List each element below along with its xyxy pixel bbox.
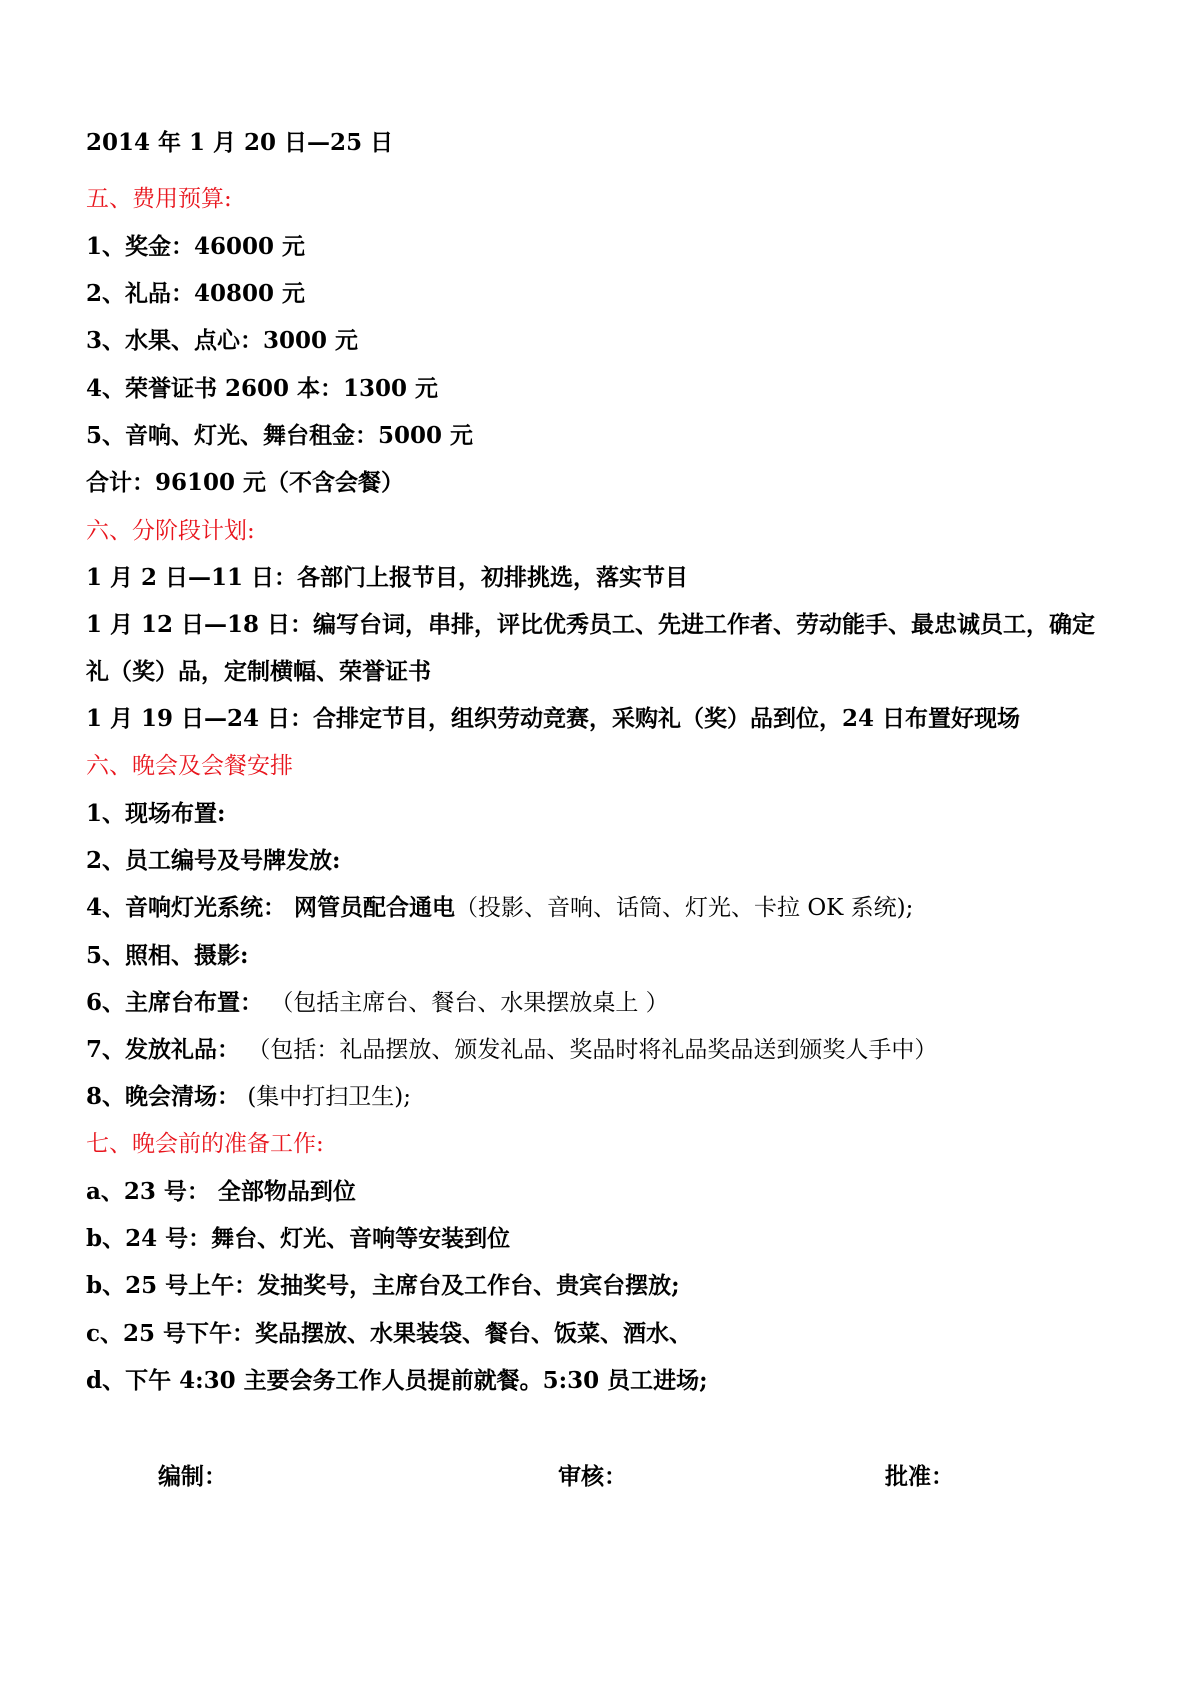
budget-item: 4、荣誉证书 2600 本：1300 元 <box>86 375 439 402</box>
prep-item: d、下午 4:30 主要会务工作人员提前就餐。5:30 员工进场; <box>86 1367 708 1394</box>
prep-item: b、24 号：舞台、灯光、音响等安装到位 <box>86 1225 511 1252</box>
party-item <box>86 941 1146 971</box>
budget-item: 3、水果、点心：3000 元 <box>86 327 359 354</box>
signature-review: 审核： <box>558 1463 627 1490</box>
signature-compile: 编制： <box>158 1463 227 1490</box>
party-item-main: 5、照相、摄影: <box>86 942 249 969</box>
party-item <box>86 1082 1146 1112</box>
prep-item: a、23 号： 全部物品到位 <box>86 1178 356 1205</box>
phase-item-continued: 礼（奖）品，定制横幅、荣誉证书 <box>86 658 431 685</box>
party-item-main: 2、员工编号及号牌发放: <box>86 847 341 874</box>
budget-heading: 五、费用预算: <box>86 186 232 212</box>
budget-item: 5、音响、灯光、舞台租金：5000 元 <box>86 422 474 449</box>
prep-item: b、25 号上午：发抽奖号，主席台及工作台、贵宾台摆放; <box>86 1272 680 1299</box>
party-item-note: （包括：礼品摆放、颁发礼品、奖品时将礼品奖品送到颁奖人手中） <box>240 1037 938 1063</box>
party-item-note: (集中打扫卫生); <box>240 1084 412 1110</box>
party-item <box>86 799 1146 829</box>
party-item <box>86 893 1146 923</box>
date-range: 2014 年 1 月 20 日—25 日 <box>86 129 394 156</box>
signature-approve: 批准： <box>885 1463 954 1490</box>
party-item <box>86 1035 1146 1065</box>
budget-item: 2、礼品：40800 元 <box>86 280 306 307</box>
prep-heading: 七、晚会前的准备工作: <box>86 1131 324 1157</box>
phase-item: 1 月 2 日—11 日：各部门上报节目，初排挑选，落实节目 <box>86 564 689 591</box>
party-item-main: 1、现场布置: <box>86 800 226 827</box>
phase-item: 1 月 19 日—24 日：合排定节目，组织劳动竞赛，采购礼（奖）品到位，24 日布置好现场 <box>86 705 1021 732</box>
budget-item: 1、奖金：46000 元 <box>86 233 306 260</box>
party-item <box>86 988 1146 1018</box>
budget-total: 合计：96100 元（不含会餐） <box>86 469 405 496</box>
party-item-main: 4、音响灯光系统： 网管员配合通电 <box>86 894 456 921</box>
party-item-main: 6、主席台布置： <box>86 989 264 1016</box>
party-item-main: 8、晚会清场： <box>86 1083 241 1110</box>
party-item-main: 7、发放礼品： <box>86 1036 241 1063</box>
party-item <box>86 846 1146 876</box>
prep-item: c、25 号下午：奖品摆放、水果装袋、餐台、饭菜、酒水、 <box>86 1320 693 1347</box>
phases-heading: 六、分阶段计划: <box>86 518 255 544</box>
party-item-note: （包括主席台、餐台、水果摆放桌上 ） <box>263 990 669 1016</box>
party-heading: 六、晚会及会餐安排 <box>86 753 293 779</box>
phase-item: 1 月 12 日—18 日：编写台词，串排，评比优秀员工、先进工作者、劳动能手、最忠诚员工，确定 <box>86 611 1096 638</box>
party-item-note: （投影、音响、话筒、灯光、卡拉 OK 系统); <box>455 895 914 921</box>
